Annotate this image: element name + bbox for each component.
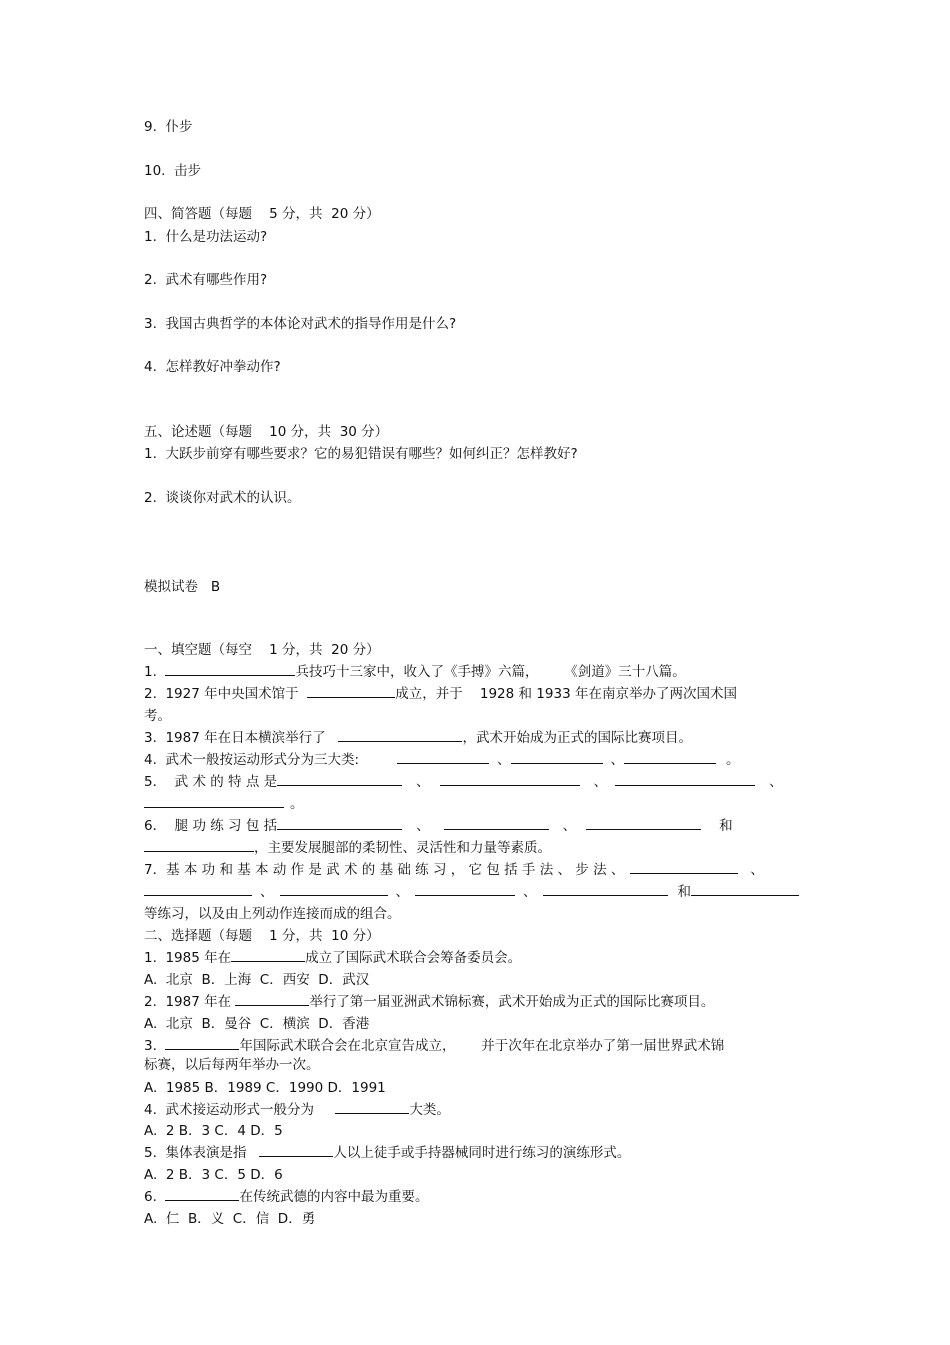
fill-question-7: 7．基 本 功 和 基 本 动 作 是 武 术 的 基 础 练 习 ， 它 包 括 手 法 、 步 法 、 、 bbox=[144, 862, 764, 878]
answer-blank bbox=[511, 751, 603, 764]
choice-options-5: A. 2 B．3 C．5 D．6 bbox=[144, 1167, 283, 1183]
choice-options-6: A. 仁 B．义 C．信 D．勇 bbox=[144, 1211, 316, 1227]
answer-blank bbox=[144, 839, 254, 852]
answer-blank bbox=[586, 817, 701, 830]
choice-options-3: A. 1985 B．1989 C．1990 D．1991 bbox=[144, 1080, 386, 1096]
answer-blank bbox=[231, 949, 305, 962]
answer-blank bbox=[440, 773, 580, 786]
answer-blank bbox=[144, 795, 284, 808]
answer-blank bbox=[444, 817, 549, 830]
fill-question-6: 6． 腿 功 练 习 包 括 、 、 和 bbox=[144, 818, 733, 834]
answer-blank bbox=[165, 663, 295, 676]
answer-blank bbox=[259, 1144, 333, 1157]
paper-title: 模拟试卷 B bbox=[144, 579, 221, 595]
fill-question-2-cont: 考。 bbox=[144, 708, 171, 724]
section-heading-choice: 二、选择题（每题 1 分，共 10 分） bbox=[144, 928, 380, 944]
answer-blank bbox=[615, 773, 755, 786]
choice-options-1: A. 北京 B．上海 C．西安 D．武汉 bbox=[144, 972, 370, 988]
section-heading-fill: 一、填空题（每空 1 分，共 20 分） bbox=[144, 642, 380, 658]
answer-blank bbox=[543, 883, 668, 896]
answer-blank bbox=[280, 883, 388, 896]
fill-question-5: 5． 武 术 的 特 点 是 、 、 、 bbox=[144, 774, 783, 790]
answer-blank bbox=[165, 1188, 239, 1201]
choice-question-2: 2. 1987 年在 举行了第一届亚洲武术锦标赛，武术开始成为正式的国际比赛项目。 bbox=[144, 994, 715, 1010]
choice-options-2: A. 北京 B．曼谷 C．横滨 D．香港 bbox=[144, 1016, 370, 1032]
fill-question-4: 4. 武术一般按运动形式分为三大类: 、 、 。 bbox=[144, 752, 740, 768]
answer-blank bbox=[691, 883, 799, 896]
choice-question-4: 4. 武术接运动形式一般分为 大类。 bbox=[144, 1102, 450, 1118]
fill-question-7-end: 等练习，以及由上列动作连接而成的组合。 bbox=[144, 906, 401, 922]
answer-blank bbox=[415, 883, 515, 896]
section-heading-essay: 五、论述题（每题 10 分，共 30 分） bbox=[144, 424, 389, 440]
list-item: 9. 仆步 bbox=[144, 119, 193, 135]
fill-question-6-cont: ，主要发展腿部的柔韧性、灵活性和力量等素质。 bbox=[144, 839, 551, 857]
answer-blank bbox=[277, 817, 402, 830]
question-item: 4. 怎样教好冲拳动作? bbox=[144, 359, 281, 375]
answer-blank bbox=[235, 993, 309, 1006]
choice-question-6: 6. 在传统武德的内容中最为重要。 bbox=[144, 1189, 429, 1205]
list-item: 10. 击步 bbox=[144, 163, 202, 179]
answer-blank bbox=[624, 751, 716, 764]
choice-question-5: 5. 集体表演是指 人以上徒手或手持器械同时进行练习的演练形式。 bbox=[144, 1145, 631, 1161]
fill-question-7-cont: 、 、 、 和 bbox=[144, 883, 799, 901]
choice-question-3: 3. 年国际武术联合会在北京宣告成立， 并于次年在北京举办了第一届世界武术锦 bbox=[144, 1038, 725, 1054]
answer-blank bbox=[397, 751, 489, 764]
choice-question-1: 1. 1985 年在 成立了国际武术联合会筹备委员会。 bbox=[144, 950, 522, 966]
question-item: 3. 我国古典哲学的本体论对武术的指导作用是什么? bbox=[144, 316, 457, 332]
question-item: 2. 谈谈你对武术的认识。 bbox=[144, 490, 301, 506]
fill-question-2: 2. 1927 年中央国术馆于 成立，并于 1928 和 1933 年在南京举办了两次国术国 bbox=[144, 686, 737, 702]
choice-question-3-cont: 标赛，以后每两年举办一次。 bbox=[144, 1057, 320, 1073]
question-item: 1. 大跃步前穿有哪些要求？它的易犯错误有哪些？如何纠正？怎样教好? bbox=[144, 446, 578, 462]
choice-options-4: A. 2 B．3 C．4 D．5 bbox=[144, 1123, 283, 1139]
answer-blank bbox=[338, 729, 462, 742]
question-item: 1. 什么是功法运动? bbox=[144, 229, 268, 245]
fill-question-1: 1. 兵技巧十三家中，收入了《手搏》六篇， 《剑道》三十八篇。 bbox=[144, 664, 686, 680]
answer-blank bbox=[165, 1037, 239, 1050]
answer-blank bbox=[307, 685, 395, 698]
answer-blank bbox=[144, 883, 252, 896]
answer-blank bbox=[335, 1101, 409, 1114]
section-heading-short-answer: 四、简答题（每题 5 分，共 20 分） bbox=[144, 206, 380, 222]
fill-question-3: 3. 1987 年在日本横滨举行了 ，武术开始成为正式的国际比赛项目。 bbox=[144, 730, 692, 746]
answer-blank bbox=[277, 773, 402, 786]
answer-blank bbox=[630, 861, 738, 874]
fill-question-5-cont: 。 bbox=[144, 795, 304, 813]
question-item: 2. 武术有哪些作用? bbox=[144, 272, 268, 288]
